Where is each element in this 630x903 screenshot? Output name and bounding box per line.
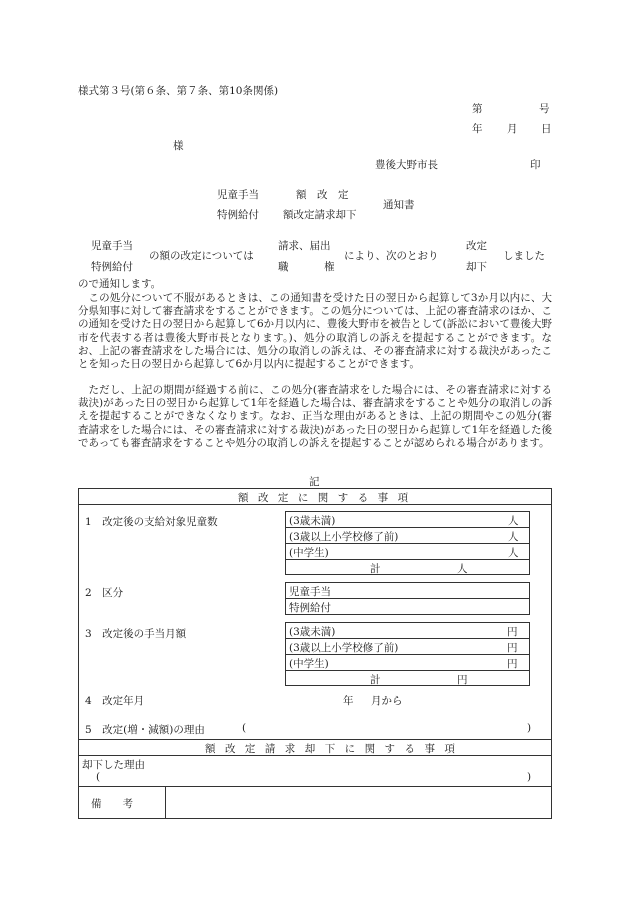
amount-3-to-primary: (3歳以上小学校修了前) — [289, 642, 399, 654]
number-dai: 第 — [472, 103, 483, 115]
amount-under3: (3歳未満) — [289, 626, 336, 638]
item5-label: 5 改定(増・減額)の理由 — [85, 724, 205, 736]
item3-label: 3 改定後の手当月額 — [85, 628, 187, 640]
paren-close: ) — [527, 722, 532, 734]
title-tokurei-kyufu: 特例給付 — [217, 209, 259, 221]
date-month: 月 — [507, 123, 518, 135]
intro-continuation: ので通知します。 — [78, 278, 162, 290]
issuer-name: 豊後大野市長 — [375, 159, 438, 171]
intro-kyakka: 却下 — [466, 261, 487, 273]
divider — [78, 786, 552, 787]
unit-person: 人 — [508, 531, 519, 543]
section2-title: 額改定請求却下に関する事項 — [205, 743, 465, 755]
unit-yen: 円 — [507, 658, 518, 670]
paren-open: ( — [242, 722, 247, 734]
item4-year: 年 — [343, 695, 354, 707]
item4-label: 4 改定年月 — [85, 695, 145, 707]
unit-yen: 円 — [507, 642, 518, 654]
number-go: 号 — [539, 103, 550, 115]
total-label: 計 — [370, 674, 381, 686]
paren-close: ) — [527, 771, 532, 783]
item4-month: 月から — [371, 695, 403, 707]
title-jidou-teate: 児童手当 — [217, 189, 259, 201]
appeal-paragraph-1: この処分について不服があるときは、この通知書を受けた日の翌日から起算して3か月以内に、大分県知事に対して審査請求をすることができます。この処分については、上記の審査請求のほか、この通知を受けた日の翌日から起算して6か月以内に、豊後大野市を被告として(訴訟において豊後大野市を代表する者は豊後大野市長となります。)、処分の取消しの訴えを提起することができます。なお、上記の審査請求をした場合には、処分の取消しの訴えは、その審査請求に対する裁決があったことを知った日の翌日から起算して6か月以内に提起することができます。 — [78, 292, 552, 371]
title-kaitei: 額 改 定 — [296, 189, 349, 201]
appeal-paragraph-2: ただし、上記の期間が経過する前に、この処分(審査請求をした場合には、その審査請求に対する裁決)があった日の翌日から起算して1年を経過した場合は、審査請求をすることや処分の取消しの訴えを提起することができなくなります。なお、正当な理由があるときは、上記の期間やこの処分(審査請求をした場合には、その審査請求に対する裁決)があった日の翌日から起算して1年を経過した後であっても審査請求をすることや処分の取消しの訴えを提起することが認められる場合があります。 — [78, 384, 552, 449]
intro-text-1: の額の改定については — [149, 250, 254, 262]
intro-jidou-teate: 児童手当 — [91, 240, 133, 252]
intro-text-3: しました — [503, 250, 545, 262]
date-year: 年 — [472, 123, 483, 135]
row-junior-high: (中学生) — [289, 547, 329, 559]
unit-person: 人 — [508, 515, 519, 527]
category-jidou-teate: 児童手当 — [289, 586, 331, 598]
date-day: 日 — [541, 123, 552, 135]
seal-mark: 印 — [530, 159, 541, 171]
intro-ken: 権 — [324, 261, 335, 273]
item2-label: 2 区分 — [85, 587, 124, 599]
row-3-to-primary: (3歳以上小学校修了前) — [289, 531, 399, 543]
intro-kaitei: 改定 — [466, 240, 487, 252]
unit-yen: 円 — [457, 674, 468, 686]
title-tsuchisho: 通知書 — [383, 199, 415, 211]
category-tokurei-kyufu: 特例給付 — [289, 602, 331, 614]
unit-person: 人 — [508, 547, 519, 559]
intro-shoku: 職 — [278, 261, 289, 273]
remarks-label: 備 考 — [91, 798, 133, 810]
intro-text-2: により、次のとおり — [344, 250, 439, 262]
amount-junior-high: (中学生) — [289, 658, 329, 670]
title-kyakka: 額改定請求却下 — [283, 209, 357, 221]
section1-title: 額改定に関する事項 — [238, 492, 418, 504]
addressee-sama: 様 — [173, 140, 184, 152]
paren-open: ( — [96, 771, 101, 783]
form-number: 様式第３号(第６条、第７条、第10条関係) — [78, 85, 279, 97]
divider — [78, 739, 552, 740]
intro-tokurei-kyufu: 特例給付 — [91, 261, 133, 273]
intro-seikyu: 請求、届出 — [278, 240, 331, 252]
unit-yen: 円 — [507, 626, 518, 638]
unit-person: 人 — [457, 563, 468, 575]
row-under3: (3歳未満) — [289, 515, 336, 527]
reject-reason-label: 却下した理由 — [82, 759, 145, 771]
item1-label: 1 改定後の支給対象児童数 — [85, 516, 218, 528]
divider — [165, 786, 166, 819]
ki-label: 記 — [309, 476, 320, 488]
total-label: 計 — [370, 563, 381, 575]
